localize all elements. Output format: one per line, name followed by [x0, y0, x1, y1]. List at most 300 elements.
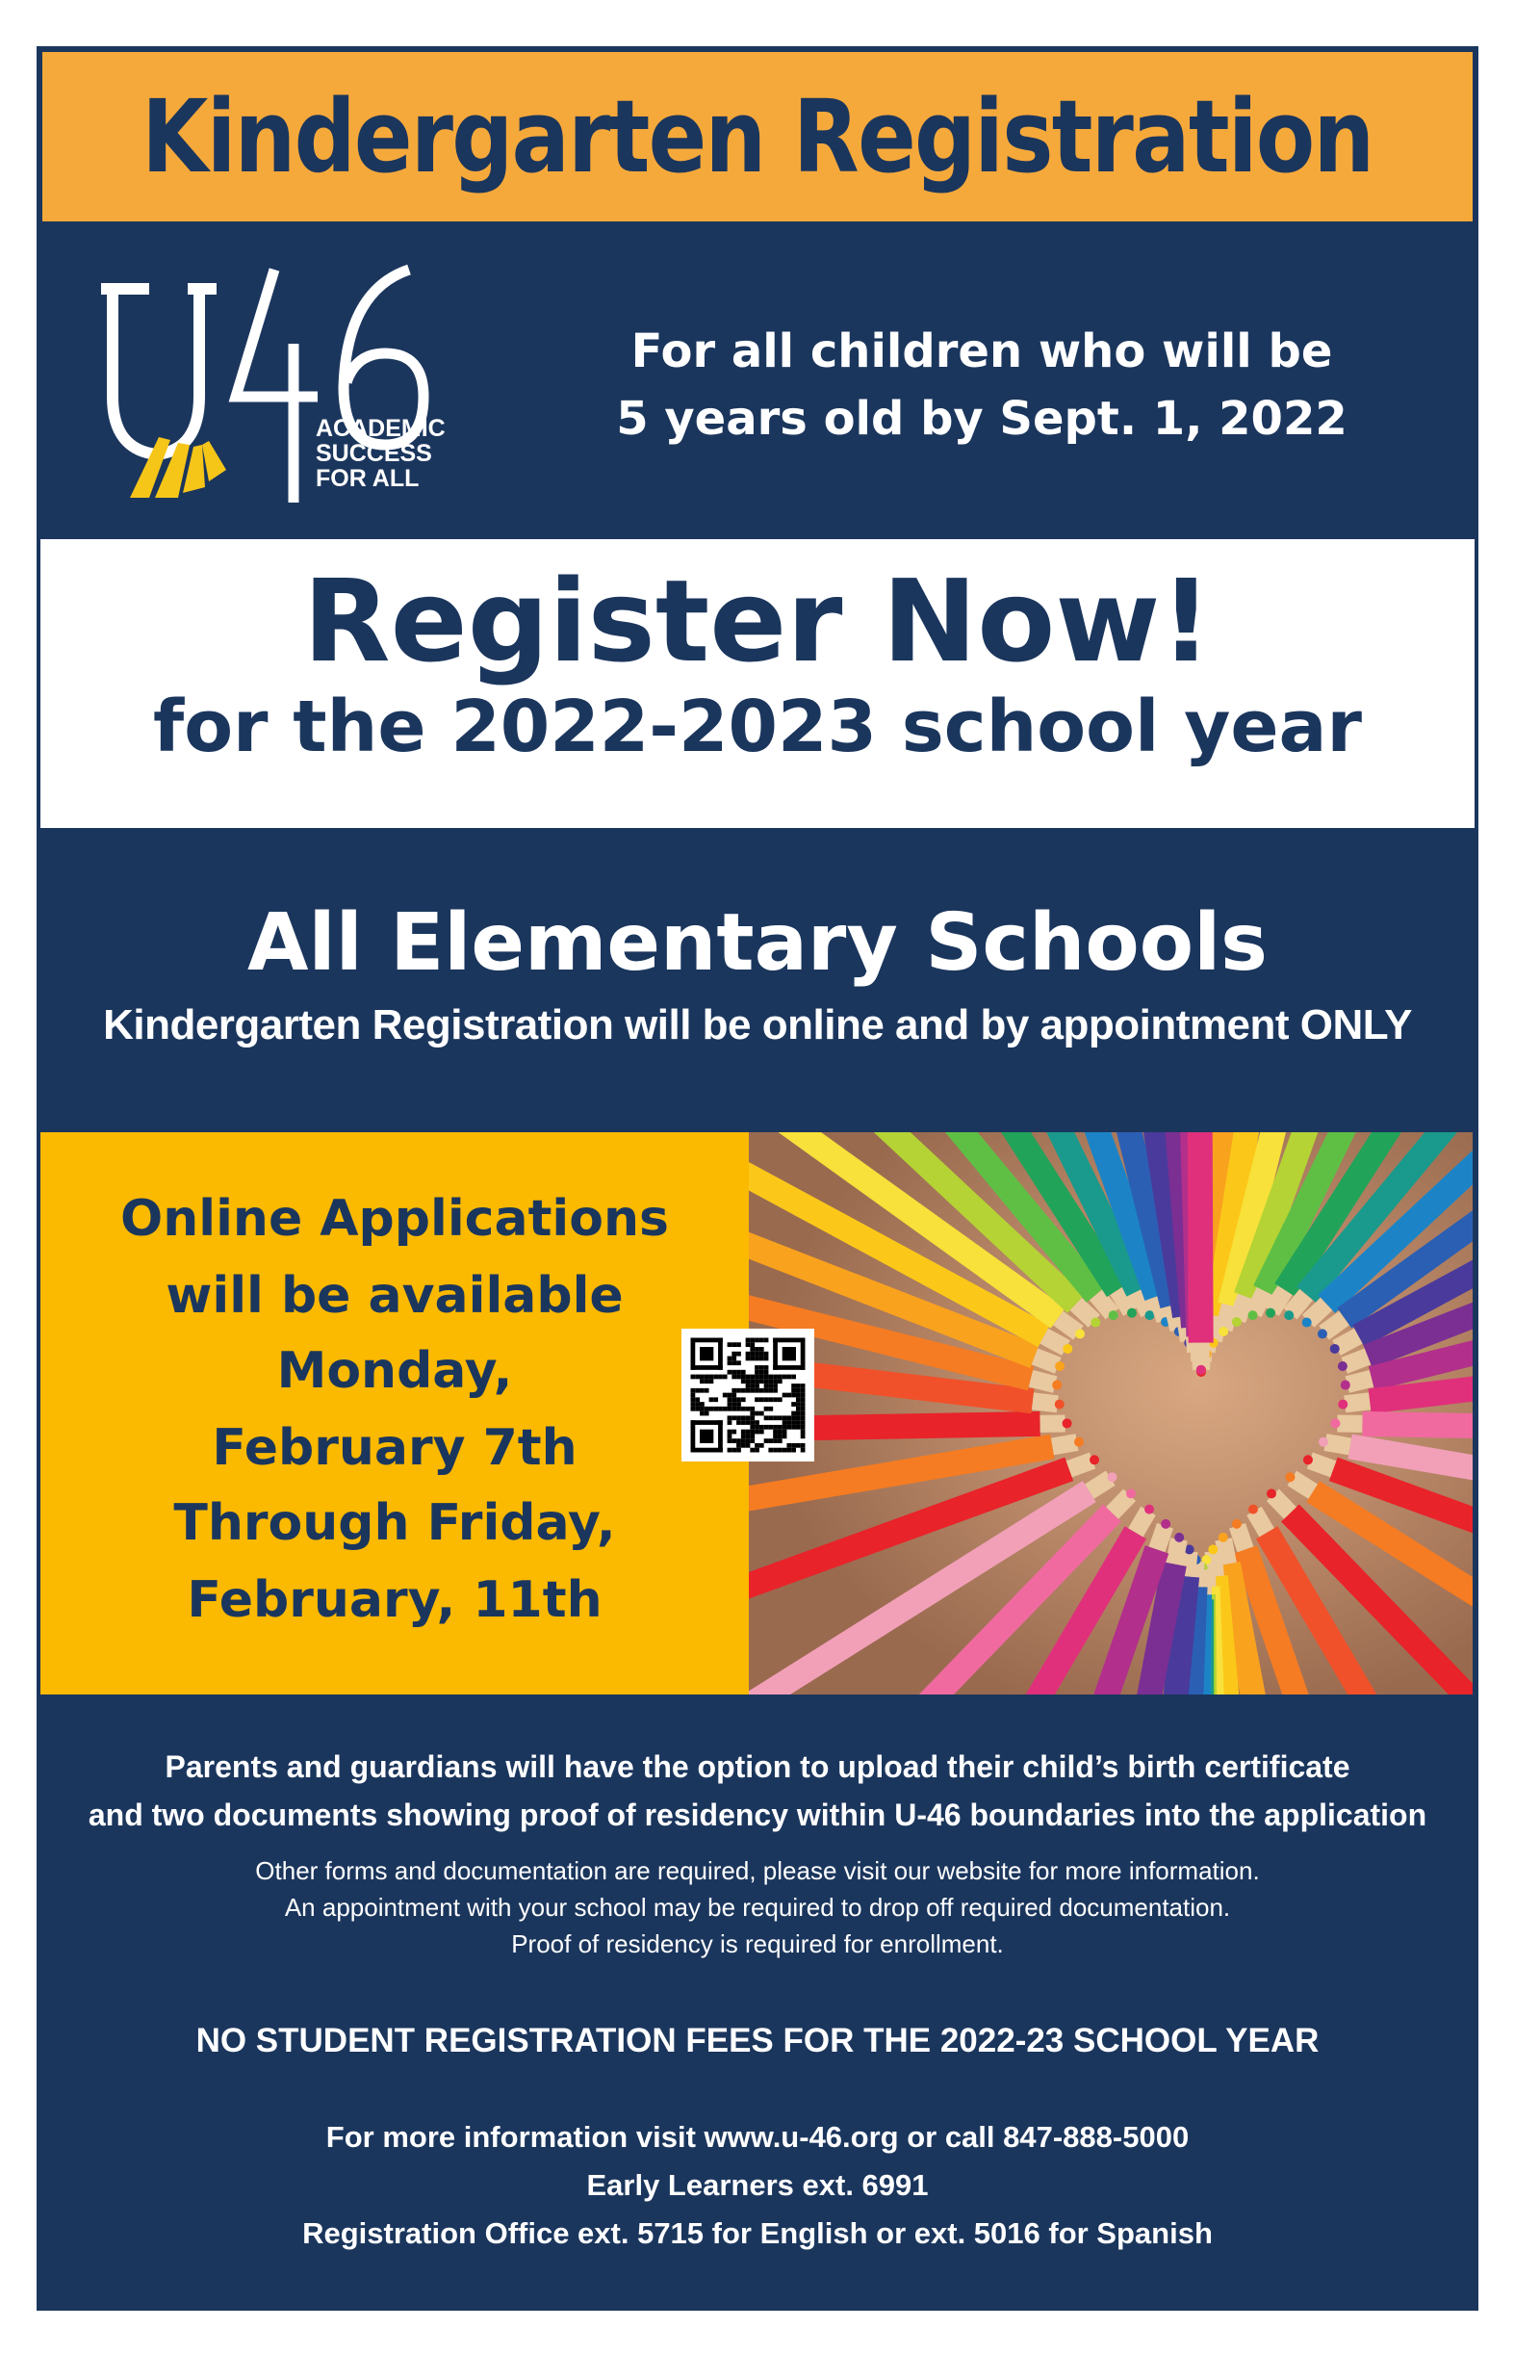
qr-module — [791, 1411, 796, 1416]
qr-module — [759, 1443, 764, 1448]
qr-module — [768, 1379, 773, 1384]
qr-module — [768, 1415, 773, 1420]
school-year-subline: for the 2022-2023 school year — [153, 686, 1362, 768]
qr-module — [746, 1338, 751, 1343]
qr-module — [741, 1415, 746, 1420]
pencil-tip — [1238, 1297, 1246, 1320]
pencil-tip — [1096, 1295, 1113, 1314]
qr-module — [728, 1415, 732, 1420]
qr-module — [736, 1342, 741, 1347]
qr-module — [728, 1393, 732, 1398]
qr-module — [791, 1375, 796, 1380]
qr-module — [773, 1388, 778, 1393]
pencil-lead — [1232, 1519, 1242, 1529]
qr-module — [764, 1357, 769, 1361]
qr-module — [709, 1397, 714, 1402]
qr-module — [791, 1420, 796, 1425]
qr-module — [755, 1397, 759, 1402]
pencil-lead — [1075, 1329, 1085, 1338]
pencil-lead — [1144, 1505, 1154, 1514]
qr-module — [796, 1443, 801, 1448]
qr-module — [718, 1407, 723, 1411]
pencil-tip — [1174, 1539, 1179, 1565]
qr-module — [783, 1425, 787, 1430]
qr-module — [741, 1379, 746, 1384]
qr-module — [732, 1370, 736, 1375]
pencil-lead — [1232, 1317, 1242, 1327]
qr-module — [796, 1397, 801, 1402]
qr-module — [783, 1375, 787, 1380]
pencil-tip — [1187, 1551, 1189, 1576]
qr-module — [773, 1438, 778, 1443]
qr-module — [755, 1425, 759, 1430]
qr-module — [732, 1388, 736, 1393]
qr-module — [791, 1388, 796, 1393]
qr-module — [723, 1375, 728, 1380]
qr-module — [759, 1430, 764, 1435]
pencil-lead — [1074, 1437, 1084, 1447]
pencil-tip — [1336, 1336, 1358, 1348]
qr-module — [736, 1360, 741, 1365]
qr-module — [759, 1352, 764, 1357]
qr-module — [732, 1407, 736, 1411]
qr-module — [728, 1370, 732, 1375]
qr-module — [773, 1338, 778, 1370]
qr-module — [700, 1402, 705, 1407]
pencil-tip — [1224, 1306, 1230, 1330]
qr-module — [718, 1375, 723, 1380]
qr-module — [755, 1384, 759, 1388]
upload-info: Parents and guardians will have the option to upload their child’s birth certificate and two documents showing proof of residency within U-46 boundaries into the application — [88, 1749, 1427, 1832]
schools-heading: All Elementary Schools — [247, 897, 1268, 989]
qr-module — [750, 1375, 755, 1380]
qr-module — [746, 1384, 751, 1388]
qr-module — [713, 1397, 718, 1402]
qr-module — [732, 1393, 736, 1398]
qr-module — [750, 1352, 755, 1357]
qr-module — [750, 1407, 755, 1411]
pencil-lead — [1285, 1472, 1295, 1482]
qr-module — [728, 1420, 732, 1425]
qr-module — [783, 1434, 787, 1438]
pencil-lead — [1196, 1365, 1206, 1375]
qr-module — [736, 1388, 741, 1393]
qr-module — [741, 1397, 746, 1402]
qr-module — [691, 1375, 696, 1380]
qr-module — [786, 1425, 791, 1430]
qr-module — [773, 1434, 778, 1438]
pencil-tip — [1044, 1336, 1066, 1348]
qr-module — [768, 1438, 773, 1443]
qr-module — [691, 1338, 723, 1343]
qr-code-icon[interactable] — [681, 1329, 814, 1462]
qr-module — [791, 1415, 796, 1420]
qr-module — [746, 1375, 751, 1380]
qr-module — [768, 1397, 773, 1402]
qr-module — [709, 1375, 714, 1380]
pencil-lead — [1090, 1455, 1099, 1464]
pencil-tip — [1136, 1511, 1148, 1532]
pencil-tip — [1238, 1526, 1245, 1550]
pencil-lead — [1248, 1505, 1258, 1514]
qr-module — [709, 1407, 714, 1411]
pencil-lead — [1161, 1519, 1170, 1529]
qr-module — [732, 1352, 736, 1357]
qr-module — [750, 1384, 755, 1388]
qr-module — [741, 1420, 746, 1425]
qr-module — [773, 1338, 805, 1343]
pencil-body — [1362, 1424, 1473, 1432]
contact-info: For more information visit www.u-46.org or call 847-888-5000 Early Learners ext. 6991 Registration Office ext. 5715 for English or ext. 5016 for Spanish — [302, 2120, 1213, 2250]
dates-line: Through Friday, — [173, 1494, 616, 1552]
qr-module — [801, 1443, 806, 1448]
pencil-tip — [1090, 1478, 1111, 1491]
qr-module — [778, 1379, 783, 1384]
qr-module — [755, 1430, 759, 1435]
qr-module — [700, 1375, 705, 1380]
qr-module — [773, 1375, 778, 1380]
qr-module — [691, 1365, 723, 1370]
qr-module — [778, 1415, 783, 1420]
qr-module — [700, 1347, 713, 1360]
qr-module — [736, 1402, 741, 1407]
pencil-lead — [1208, 1544, 1218, 1554]
qr-module — [778, 1430, 783, 1435]
pencil-lead — [1219, 1327, 1228, 1336]
qr-module — [768, 1388, 773, 1393]
qr-module — [764, 1415, 769, 1420]
qr-module — [728, 1342, 732, 1347]
qr-module — [801, 1407, 806, 1411]
qr-module — [764, 1365, 769, 1370]
qr-module — [700, 1379, 705, 1384]
qr-module — [773, 1448, 778, 1453]
qr-module — [801, 1388, 806, 1393]
pencil-tip — [1324, 1318, 1345, 1332]
pencil-lead — [1248, 1310, 1258, 1320]
qr-module — [736, 1415, 741, 1420]
qr-module — [746, 1357, 751, 1361]
qr-module — [759, 1338, 764, 1343]
qr-module — [783, 1393, 787, 1398]
pencil-tip — [1253, 1291, 1264, 1313]
qr-module — [746, 1352, 751, 1357]
qr-module — [786, 1375, 791, 1380]
qr-module — [768, 1448, 773, 1453]
pencil-lead — [1338, 1400, 1348, 1410]
qr-module — [718, 1338, 723, 1370]
qr-module — [741, 1388, 746, 1393]
qr-module — [778, 1425, 783, 1430]
pencil-lead — [1174, 1533, 1184, 1542]
qr-module — [768, 1375, 773, 1380]
qr-module — [791, 1402, 796, 1407]
pencil-lead — [1063, 1344, 1072, 1354]
pencil-lead — [1319, 1437, 1328, 1447]
qr-module — [750, 1411, 755, 1416]
pencil-tip — [1223, 1539, 1228, 1565]
qr-module — [732, 1402, 736, 1407]
qr-module — [691, 1402, 696, 1407]
qr-module — [755, 1443, 759, 1448]
qr-module — [691, 1420, 696, 1452]
qr-module — [728, 1434, 732, 1438]
pencil-tip — [1069, 1461, 1092, 1469]
qr-module — [764, 1388, 769, 1393]
qr-module — [796, 1425, 801, 1430]
qr-module — [801, 1384, 806, 1388]
qr-module — [736, 1397, 741, 1402]
qr-module — [728, 1357, 732, 1361]
qr-module — [746, 1415, 751, 1420]
qr-module — [759, 1397, 764, 1402]
qr-module — [750, 1420, 755, 1425]
qr-module — [691, 1388, 696, 1393]
qr-module — [695, 1388, 700, 1393]
qr-module — [728, 1430, 732, 1435]
pencil-lead — [1267, 1488, 1276, 1498]
qr-module — [728, 1397, 732, 1402]
pencil-lead — [1108, 1472, 1117, 1482]
pencil-tip — [1033, 1401, 1058, 1404]
qr-module — [700, 1407, 705, 1411]
pencil-tip — [1310, 1461, 1333, 1469]
qr-module — [783, 1430, 787, 1435]
qr-module — [750, 1338, 755, 1343]
pencil-tip — [1325, 1442, 1350, 1446]
qr-module — [759, 1370, 764, 1375]
qr-module — [705, 1388, 709, 1393]
qr-module — [732, 1397, 736, 1402]
pencil-lead — [1055, 1400, 1065, 1410]
logo-tagline: ACADEMIC SUCCESS FOR ALL — [316, 415, 446, 492]
qr-module — [783, 1420, 787, 1425]
qr-module — [750, 1379, 755, 1384]
qr-module — [801, 1411, 806, 1416]
pencil-tip — [1292, 1478, 1313, 1491]
qr-module — [741, 1434, 746, 1438]
qr-module — [773, 1415, 778, 1420]
qr-module — [741, 1438, 746, 1443]
pencil-lead — [1219, 1533, 1228, 1542]
qr-module — [755, 1370, 759, 1375]
qr-module — [755, 1352, 759, 1357]
qr-module — [778, 1375, 783, 1380]
qr-module — [759, 1411, 764, 1416]
qr-module — [796, 1411, 801, 1416]
qr-module — [691, 1338, 696, 1370]
qr-module — [695, 1407, 700, 1411]
colored-pencils-heart-image — [749, 1132, 1473, 1694]
qr-module — [764, 1352, 769, 1357]
qr-module — [801, 1448, 806, 1453]
qr-module — [796, 1415, 801, 1420]
qr-module — [755, 1365, 759, 1370]
pencil-lead — [1127, 1308, 1137, 1318]
qr-module — [728, 1407, 732, 1411]
qr-module — [796, 1420, 801, 1425]
qr-module — [768, 1384, 773, 1388]
dates-line: will be available — [166, 1267, 624, 1325]
pencil-lead — [1055, 1361, 1065, 1371]
qr-module — [741, 1375, 746, 1380]
qr-module — [736, 1352, 741, 1357]
qr-module — [750, 1342, 755, 1347]
qr-module — [750, 1448, 755, 1453]
qr-module — [783, 1415, 787, 1420]
qr-module — [736, 1448, 741, 1453]
qr-module — [773, 1425, 778, 1430]
qr-module — [801, 1430, 806, 1435]
qr-module — [801, 1415, 806, 1420]
qr-module — [764, 1375, 769, 1380]
qr-module — [755, 1411, 759, 1416]
qr-module — [755, 1347, 759, 1352]
qr-module — [732, 1357, 736, 1361]
pencil-lead — [1330, 1344, 1340, 1354]
qr-module — [713, 1407, 718, 1411]
pencil-tip — [1058, 1318, 1078, 1332]
pencil-lead — [1303, 1455, 1313, 1464]
qr-module — [741, 1407, 746, 1411]
qr-module — [705, 1411, 709, 1416]
qr-module — [723, 1393, 728, 1398]
qr-module — [801, 1397, 806, 1402]
qr-module — [750, 1415, 755, 1420]
dates-line: February, 11th — [187, 1571, 603, 1629]
qr-module — [778, 1438, 783, 1443]
qr-module — [755, 1338, 759, 1343]
qr-module — [759, 1365, 764, 1370]
qr-module — [695, 1402, 700, 1407]
qr-module — [786, 1443, 791, 1448]
qr-module — [746, 1388, 751, 1393]
schools-note: Kindergarten Registration will be online and by appointment ONLY — [103, 1001, 1412, 1048]
pencil-tip — [1031, 1379, 1055, 1384]
qr-module — [750, 1425, 755, 1430]
qr-module — [801, 1338, 806, 1370]
qr-module — [801, 1420, 806, 1425]
qr-module — [691, 1448, 723, 1453]
qr-module — [773, 1365, 805, 1370]
qr-module — [732, 1360, 736, 1365]
qr-module — [755, 1448, 759, 1453]
qr-module — [746, 1420, 751, 1425]
qr-module — [778, 1434, 783, 1438]
qr-module — [750, 1434, 755, 1438]
qr-module — [773, 1397, 778, 1402]
qr-module — [728, 1402, 732, 1407]
qr-module — [732, 1375, 736, 1380]
qr-module — [755, 1375, 759, 1380]
qr-module — [691, 1393, 696, 1398]
qr-module — [746, 1430, 751, 1435]
qr-module — [778, 1448, 783, 1453]
qr-module — [728, 1360, 732, 1365]
pencil-tip — [1345, 1357, 1368, 1365]
qr-module — [773, 1430, 778, 1435]
pencil-tip — [1035, 1357, 1058, 1365]
pencil-tip — [1291, 1295, 1307, 1314]
documentation-notes: Other forms and documentation are required, please visit our website for more information. An appointment with your school may be required to drop off required documentation. Proof of residency is required for enrollment. — [255, 1856, 1260, 1958]
dates-line: February 7th — [212, 1419, 578, 1477]
pencil-lead — [1109, 1310, 1118, 1320]
qr-module — [796, 1402, 801, 1407]
qr-module — [773, 1379, 778, 1384]
qr-module — [755, 1357, 759, 1361]
pencil-lead — [1338, 1361, 1348, 1371]
qr-module — [759, 1388, 764, 1393]
qr-module — [791, 1393, 796, 1398]
qr-module — [786, 1393, 791, 1398]
qr-module — [750, 1438, 755, 1443]
qr-module — [746, 1443, 751, 1448]
qr-module — [764, 1397, 769, 1402]
qr-module — [764, 1384, 769, 1388]
qr-module — [691, 1397, 696, 1402]
eligibility-text: For all children who will be 5 years old by Sept. 1, 2022 — [616, 324, 1348, 446]
qr-module — [700, 1411, 705, 1416]
qr-module — [741, 1370, 746, 1375]
register-banner — [40, 539, 1475, 828]
qr-module — [755, 1388, 759, 1393]
qr-module — [741, 1443, 746, 1448]
qr-module — [736, 1370, 741, 1375]
qr-module — [764, 1379, 769, 1384]
qr-module — [732, 1430, 736, 1435]
qr-module — [791, 1443, 796, 1448]
qr-module — [691, 1420, 723, 1425]
qr-module — [736, 1438, 741, 1443]
pencil-lead — [1063, 1418, 1072, 1428]
qr-module — [796, 1393, 801, 1398]
qr-module — [778, 1397, 783, 1402]
qr-module — [759, 1347, 764, 1352]
qr-module — [783, 1448, 787, 1453]
qr-module — [759, 1357, 764, 1361]
qr-module — [791, 1384, 796, 1388]
qr-module — [700, 1388, 705, 1393]
pencil-lead — [1302, 1318, 1312, 1328]
qr-module — [695, 1375, 700, 1380]
qr-module — [718, 1420, 723, 1452]
qr-module — [764, 1370, 769, 1375]
qr-module — [764, 1338, 769, 1343]
qr-module — [755, 1420, 759, 1425]
qr-module — [773, 1384, 778, 1388]
pencil-tip — [1254, 1511, 1267, 1532]
pencil-lead — [1091, 1318, 1100, 1328]
qr-module — [755, 1379, 759, 1384]
pencil-lead — [1341, 1381, 1350, 1390]
qr-module — [768, 1407, 773, 1411]
pencil-lead — [1284, 1310, 1294, 1320]
qr-module — [691, 1407, 696, 1411]
qr-module — [746, 1438, 751, 1443]
dates-line: Online Applications — [120, 1190, 669, 1248]
qr-module — [786, 1448, 791, 1453]
qr-module — [796, 1388, 801, 1393]
qr-module — [713, 1375, 718, 1380]
pencil-lead — [1330, 1418, 1340, 1428]
pencil-lead — [1126, 1488, 1136, 1498]
pencil-tip — [1348, 1379, 1372, 1384]
qr-module — [736, 1407, 741, 1411]
qr-module — [783, 1347, 796, 1360]
qr-module — [796, 1407, 801, 1411]
qr-module — [746, 1434, 751, 1438]
qr-module — [736, 1375, 741, 1380]
